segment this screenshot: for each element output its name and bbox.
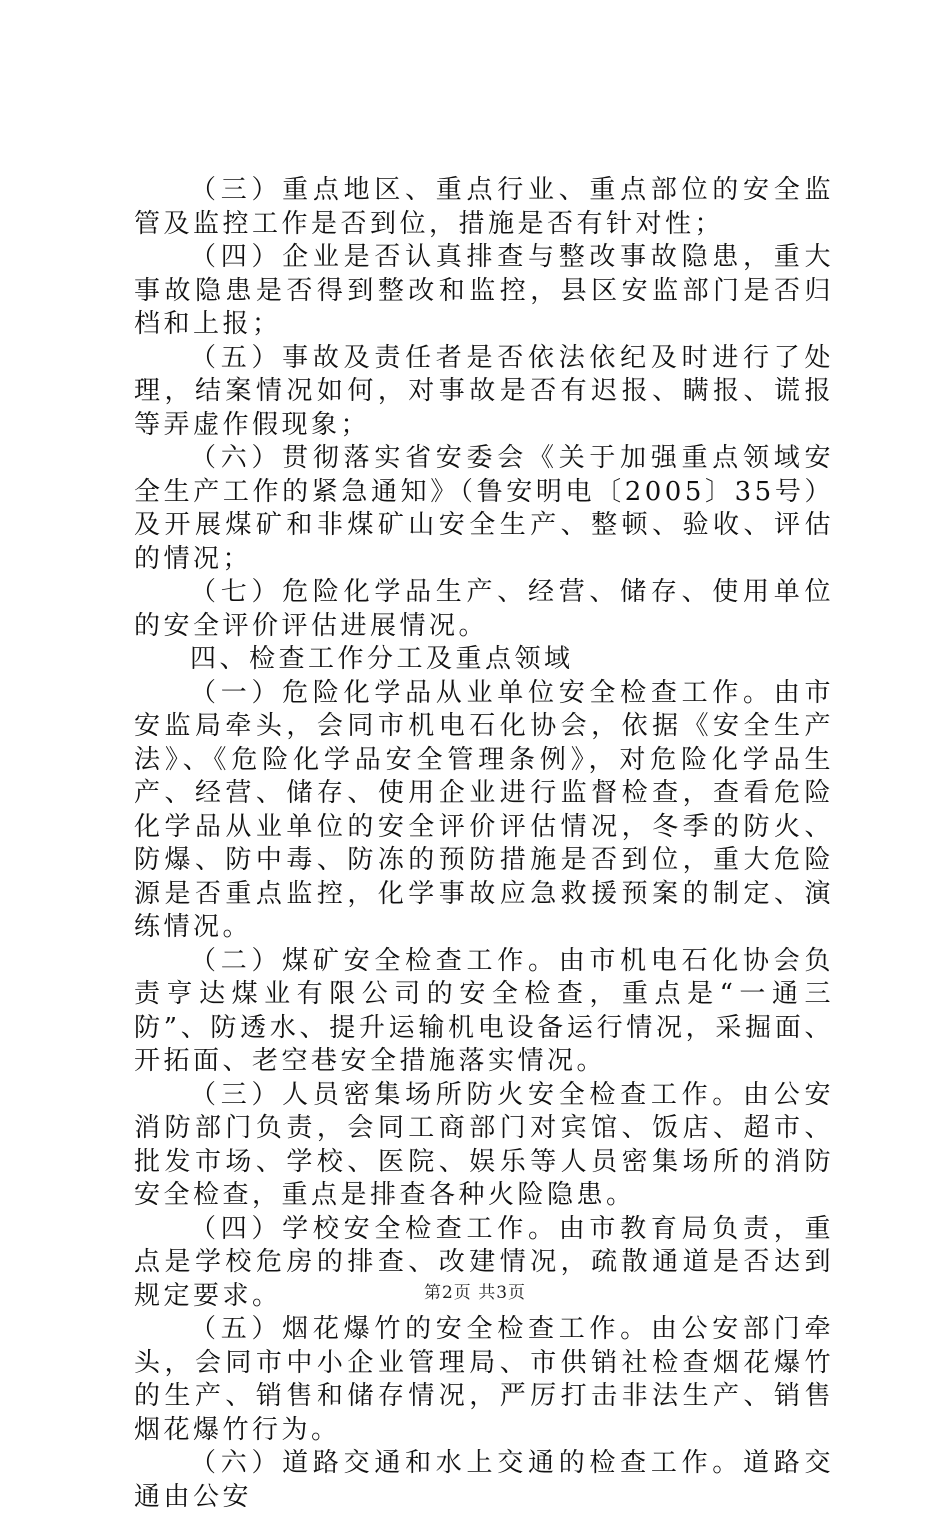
paragraph-school-safety: （四）学校安全检查工作。由市教育局负责，重点是学校危房的排查、改建情况，疏散通道是否达到规定要求。 [134, 1213, 834, 1311]
paragraph-fire-safety: （三）人员密集场所防火安全检查工作。由公安消防部门负责，会同工商部门对宾馆、饭店、超市、批发市场、学校、医院、娱乐等人员密集场所的消防安全检查，重点是排查各种火险隐患。 [134, 1079, 834, 1210]
paragraph-fireworks: （五）烟花爆竹的安全检查工作。由公安部门牵头，会同市中小企业管理局、市供销社检查烟花爆竹的生产、销售和储存情况，严厉打击非法生产、销售烟花爆竹行为。 [134, 1314, 834, 1445]
paragraph-item-5: （五）事故及责任者是否依法依纪及时进行了处理，结案情况如何，对事故是否有迟报、瞒报、谎报等弄虚作假现象； [134, 342, 834, 440]
paragraph-item-7: （七）危险化学品生产、经营、储存、使用单位的安全评价评估进展情况。 [134, 577, 834, 641]
paragraph-item-6: （六）贯彻落实省安委会《关于加强重点领域安全生产工作的紧急通知》（鲁安明电〔2005〕35号）及开展煤矿和非煤矿山安全生产、整顿、验收、评估的情况； [134, 443, 834, 574]
paragraph-traffic: （六）道路交通和水上交通的检查工作。道路交通由公安 [134, 1448, 834, 1512]
paragraph-coal-mine: （二）煤矿安全检查工作。由市机电石化协会负责亨达煤业有限公司的安全检查，重点是“一通三防”、防透水、提升运输机电设备运行情况，采掘面、开拓面、老空巷安全措施落实情况。 [134, 945, 834, 1076]
paragraph-hazardous-chemicals: （一）危险化学品从业单位安全检查工作。由市安监局牵头，会同市机电石化协会，依据《安全生产法》、《危险化学品安全管理条例》，对危险化学品生产、经营、储存、使用企业进行监督检查，查看危险化学品从业单位的安全评价评估情况，冬季的防火、防爆、防中毒、防冻的预防措施是否到位，重大危险源是否重点监控，化学事故应急救援预案的制定、演练情况。 [134, 677, 834, 942]
document-body [134, 174, 834, 1514]
paragraph-item-3: （三）重点地区、重点行业、重点部位的安全监管及监控工作是否到位，措施是否有针对性； [134, 175, 834, 239]
section-heading: 四、检查工作分工及重点领域 [190, 644, 574, 674]
paragraph-item-4: （四）企业是否认真排查与整改事故隐患，重大事故隐患是否得到整改和监控，县区安监部门是否归档和上报； [134, 242, 834, 339]
page-number-footer: 第2页 共3页 [423, 1283, 527, 1303]
